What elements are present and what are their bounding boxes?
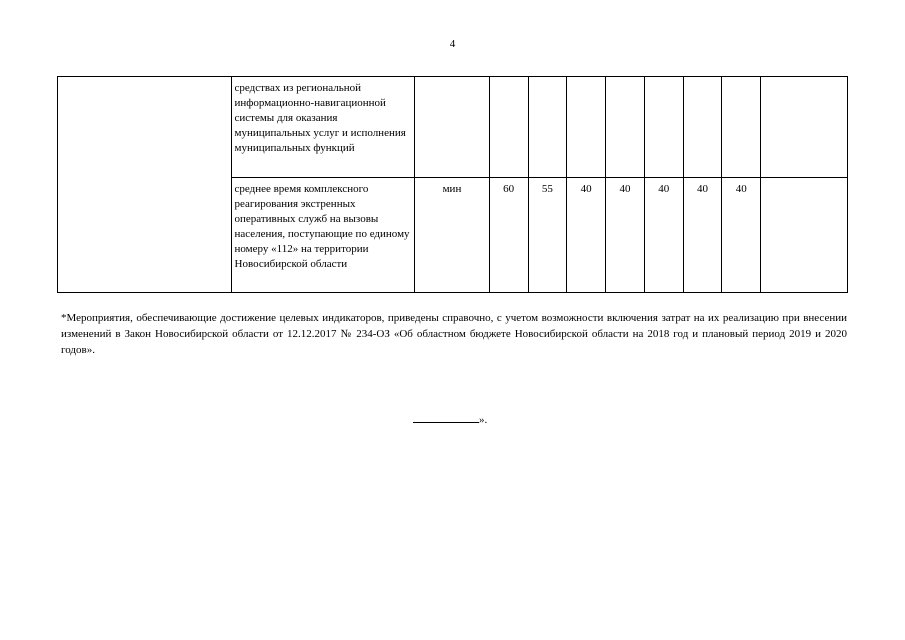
- indicator-name-cell: средствах из региональной информационно-навигационной системы для оказания муниципальных услуг и исполнения муниципальных функций: [231, 77, 415, 178]
- value-cell: [644, 77, 683, 178]
- value-cell: [489, 77, 528, 178]
- merged-empty-cell: [58, 77, 232, 293]
- value-cell: [567, 77, 606, 178]
- blank-line: [413, 411, 479, 423]
- note-cell: [761, 77, 848, 178]
- value-cell: 60: [489, 178, 528, 293]
- value-cell: [722, 77, 761, 178]
- value-cell: 40: [722, 178, 761, 293]
- value-cell: 40: [644, 178, 683, 293]
- value-cell: [528, 77, 567, 178]
- page-number: 4: [449, 38, 456, 50]
- table-row: [58, 77, 848, 178]
- value-cell: [606, 77, 645, 178]
- unit-cell: мин: [415, 178, 490, 293]
- value-cell: [683, 77, 722, 178]
- closing-quote: ».: [479, 414, 488, 426]
- value-cell: 40: [606, 178, 645, 293]
- unit-cell: [415, 77, 490, 178]
- footnote: *Мероприятия, обеспечивающие достижение целевых индикаторов, приведены справочно, с учетом возможности включения затрат на их реализацию при внесении изменений в Закон Новосибирской области от 12.12.2017 № 234-ОЗ «Об областном бюджете Новосибирской области на 2018 год и плановый период 2019 и 2020 годов».: [61, 312, 847, 356]
- value-cell: 40: [567, 178, 606, 293]
- value-cell: 40: [683, 178, 722, 293]
- indicators-table: [57, 76, 848, 293]
- value-cell: 55: [528, 178, 567, 293]
- indicator-name-cell: среднее время комплексного реагирования экстренных оперативных служб на вызовы населения, поступающие по единому номеру «112» на территории Новосибирской области: [231, 178, 415, 293]
- closing-mark: [413, 411, 487, 426]
- note-cell: [761, 178, 848, 293]
